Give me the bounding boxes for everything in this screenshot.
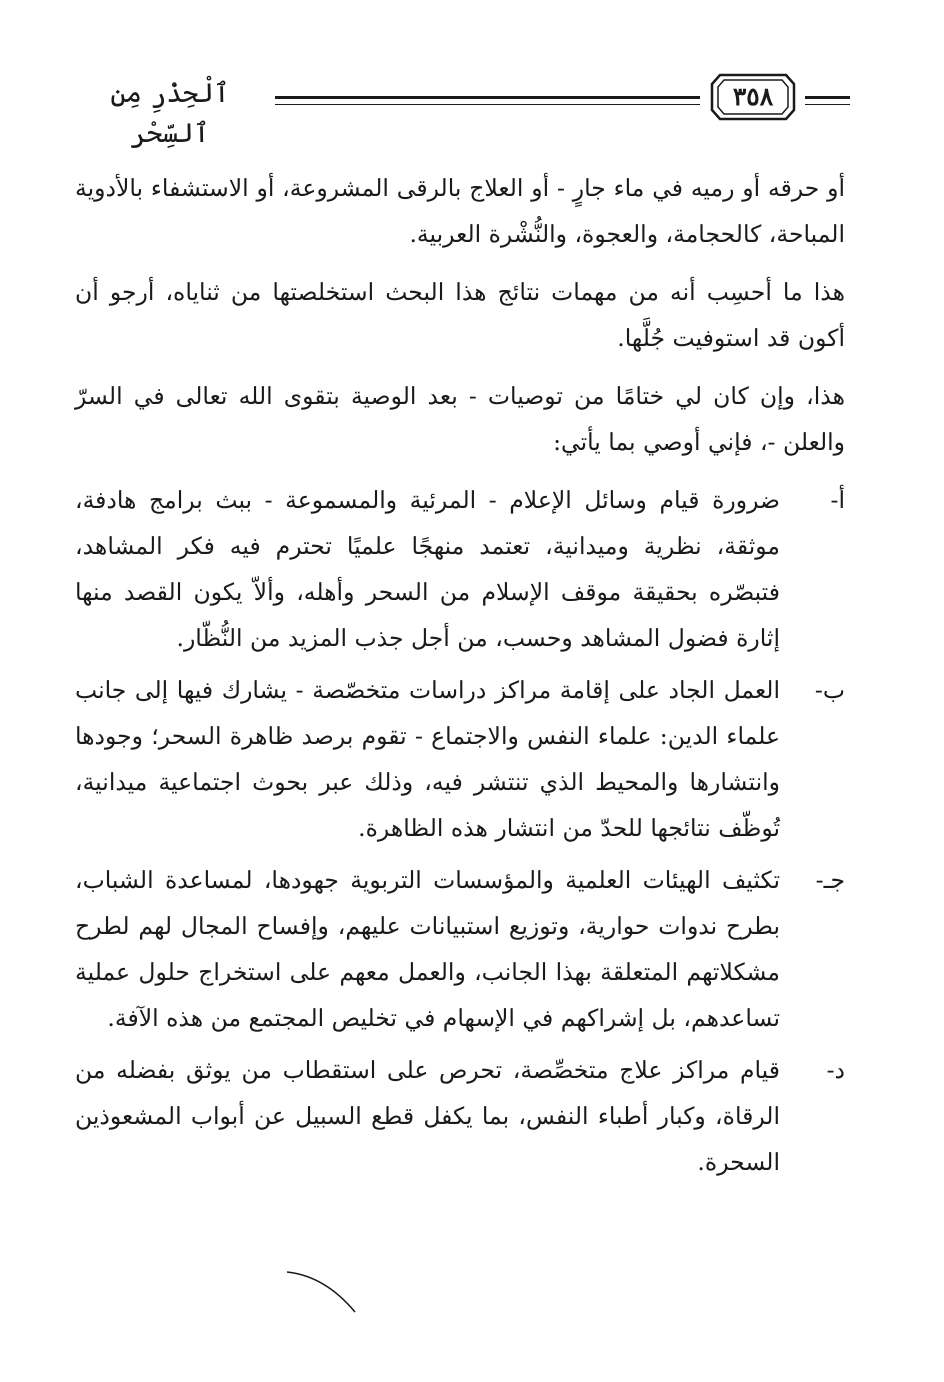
item-marker: ب- — [814, 676, 845, 704]
page-number: ٣٥٨ — [732, 82, 774, 111]
end-flourish-icon — [285, 1268, 365, 1318]
page-body — [75, 165, 845, 1191]
recommendation-item — [75, 857, 845, 1041]
item-text: ضرورة قيام وسائل الإعلام - المرئية والمسموعة - ببث برامج هادفة، موثقة، نظرية وميدانية، تعتمد منهجًا علميًا تحترم فيه فكر المشاهد، فتبصّره بحقيقة موقف الإسلام من السحر وأهله، وألاّ يكون القصد منها إثارة فضول المشاهد وحسب، من أجل جذب المزيد من النُّظّار. — [75, 486, 780, 652]
header-rule-right — [805, 96, 850, 105]
paragraph: أو حرقه أو رميه في ماء جارٍ - أو العلاج بالرقى المشروعة، أو الاستشفاء بالأدوية المباحة، كالحجامة، والعجوة، والنُّشْرة العربية. — [75, 174, 845, 248]
recommendation-item — [75, 667, 845, 851]
item-text: تكثيف الهيئات العلمية والمؤسسات التربوية جهودها، لمساعدة الشباب، بطرح ندوات حوارية، وتوزيع استبيانات عليهم، وإفساح المجال لهم لطرح مشكلاتهم المتعلقة بهذا الجانب، والعمل معهم على استخراج حلول عملية تساعدهم، بل إشراكهم في الإسهام في تخليص المجتمع من هذه الآفة. — [75, 866, 780, 1032]
recommendation-item — [75, 1047, 845, 1185]
item-marker: أ- — [830, 486, 845, 514]
recommendation-item — [75, 477, 845, 661]
page-number-frame — [710, 72, 796, 122]
running-title: ٱلْحِذْرِ مِن ٱلسِّحْر — [110, 78, 230, 149]
item-marker: جـ- — [815, 866, 845, 894]
paragraph: هذا ما أحسِب أنه من مهمات نتائج هذا البحث استخلصتها من ثناياه، أرجو أن أكون قد استوفيت جُلَّها. — [75, 278, 845, 352]
page-header — [70, 70, 850, 149]
header-rule-left — [275, 96, 700, 105]
paragraph: هذا، وإن كان لي ختامًا من توصيات - بعد الوصية بتقوى الله تعالى في السرّ والعلن -، فإني أوصي بما يأتي: — [75, 382, 845, 456]
item-text: العمل الجاد على إقامة مراكز دراسات متخصّصة - يشارك فيها إلى جانب علماء الدين: علماء النفس والاجتماع - تقوم برصد ظاهرة السحر؛ وجودها وانتشارها والمحيط الذي تنتشر فيه، وذلك عبر بحوث اجتماعية ميدانية، تُوظّف نتائجها للحدّ من انتشار هذه الظاهرة. — [75, 676, 780, 842]
item-text: قيام مراكز علاج متخصِّصة، تحرص على استقطاب من يوثق بفضله من الرقاة، وكبار أطباء النفس، بما يكفل قطع السبيل عن أبواب المشعوذين السحرة. — [75, 1056, 780, 1176]
item-marker: د- — [826, 1056, 845, 1084]
